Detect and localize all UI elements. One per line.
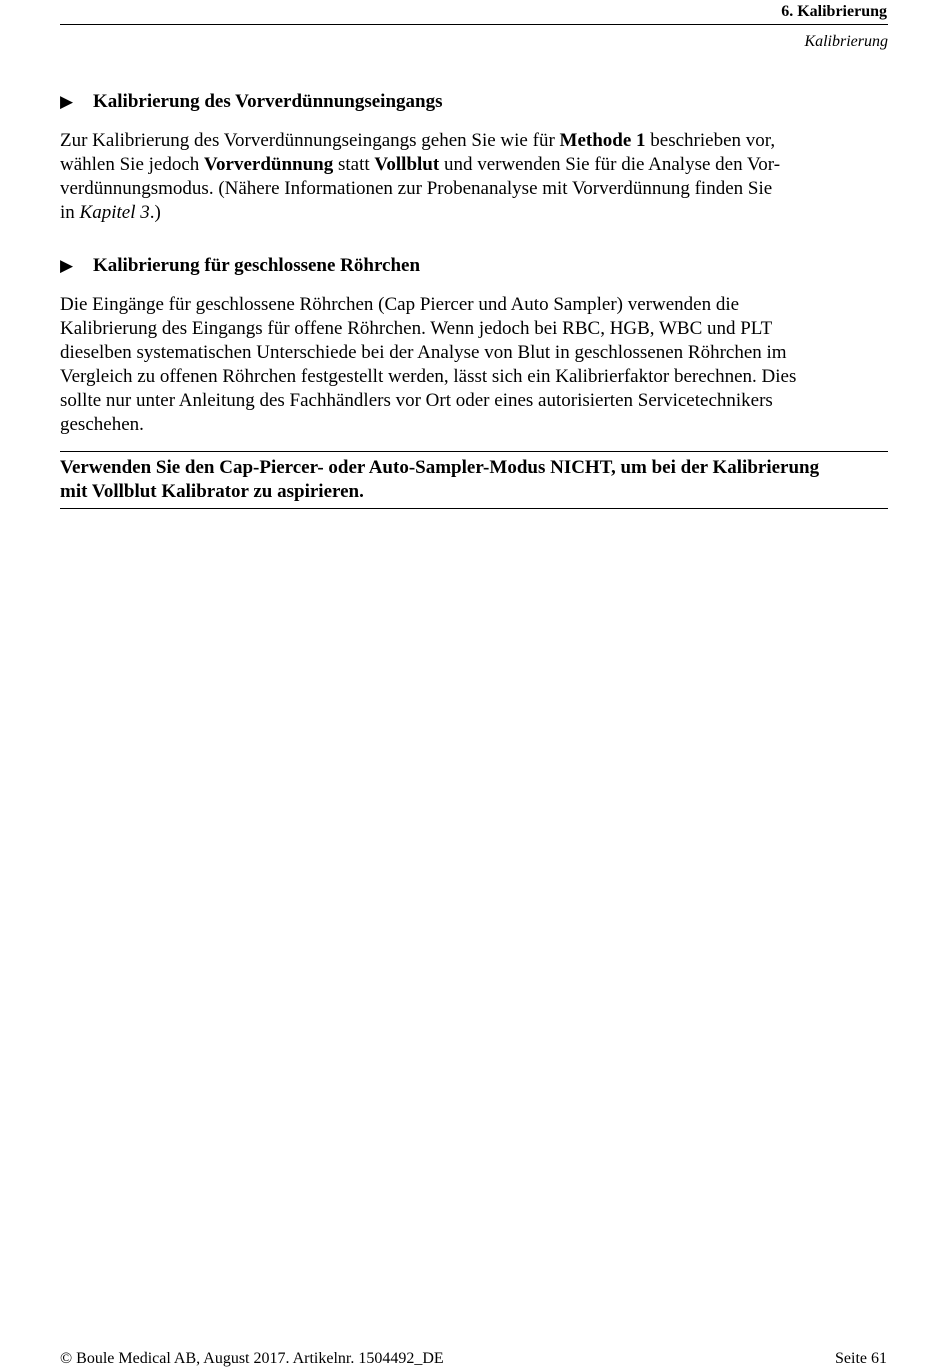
section2-heading-text: Kalibrierung für geschlossene Röhrchen	[93, 255, 421, 276]
section1-line-2	[60, 153, 780, 177]
text-run: Zur Kalibrierung des Vorverdünnungseingangs gehen Sie wie für	[60, 130, 560, 151]
section2-line-3: dieselben systematischen Unterschiede bei der Analyse von Blut in geschlossenen Röhrchen im	[60, 342, 787, 363]
warning-note-line-1: Verwenden Sie den Cap-Piercer- oder Auto-Sampler-Modus NICHT, um bei der Kalibrierung	[60, 457, 820, 478]
section2-line-4: Vergleich zu offenen Röhrchen festgestellt werden, lässt sich ein Kalibrierfaktor berechnen. Dies	[60, 366, 797, 387]
text-run: verdünnungsmodus. (Nähere Informationen zur Probenanalyse mit Vorverdünnung finden Sie	[60, 178, 773, 199]
section1-heading-text: Kalibrierung des Vorverdünnungseingangs	[93, 91, 443, 112]
bold-term: Vollblut	[374, 154, 440, 175]
section2-line-1: Die Eingänge für geschlossene Röhrchen (Cap Piercer und Auto Sampler) verwenden die	[60, 294, 740, 315]
bold-term: Vorverdünnung	[204, 154, 334, 175]
note-top-rule	[60, 451, 888, 452]
note-bottom-rule	[60, 508, 888, 509]
section2-line-6: geschehen.	[60, 414, 144, 435]
bold-term: Methode 1	[559, 130, 646, 151]
section1-line-1	[60, 129, 775, 153]
warning-note	[60, 456, 819, 504]
section1-line-3	[60, 177, 772, 201]
text-run: und verwenden Sie für die Analyse den Vor-	[439, 154, 781, 175]
header-section-title: Kalibrierung	[804, 33, 888, 50]
triangle-bullet-icon: ▶	[60, 256, 74, 275]
footer-page-number: Seite 61	[835, 1350, 887, 1367]
text-run: wählen Sie jedoch	[60, 154, 205, 175]
chapter-reference: Kapitel 3	[79, 202, 150, 223]
section2-line-5: sollte nur unter Anleitung des Fachhändlers vor Ort oder eines autorisierten Servicetechnikers	[60, 390, 773, 411]
footer-copyright: © Boule Medical AB, August 2017. Artikelnr. 1504492_DE	[60, 1350, 444, 1367]
section1-line-4	[60, 201, 161, 225]
warning-note-line-2: mit Vollblut Kalibrator zu aspirieren.	[60, 481, 364, 502]
section2-line-2: Kalibrierung des Eingangs für offene Röhrchen. Wenn jedoch bei RBC, HGB, WBC und PLT	[60, 318, 773, 339]
section2-heading	[60, 254, 420, 278]
text-run: beschrieben vor,	[645, 130, 776, 151]
header-divider	[60, 24, 888, 25]
text-run: statt	[333, 154, 375, 175]
text-run: .)	[149, 202, 161, 223]
header-chapter-title: 6. Kalibrierung	[781, 3, 887, 20]
section1-heading	[60, 90, 442, 114]
triangle-bullet-icon: ▶	[60, 92, 74, 111]
text-run: in	[60, 202, 80, 223]
